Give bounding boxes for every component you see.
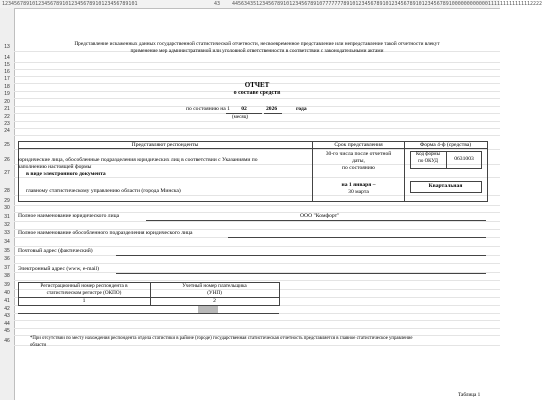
row-number[interactable]: 32 (4, 222, 10, 228)
respondents-line4: главному статистическому управлению области (города Минска) (26, 188, 181, 194)
header-respondents: Представляют респонденты (131, 142, 199, 148)
row-number[interactable]: 17 (4, 76, 10, 82)
ruler-mid: 43 (214, 1, 221, 7)
email-label: Электронный адрес (www, e-mail) (18, 266, 99, 272)
row-number[interactable]: 37 (4, 265, 10, 271)
row-number[interactable]: 39 (4, 282, 10, 288)
row-number[interactable]: 22 (4, 114, 10, 120)
row-number[interactable]: 41 (4, 298, 10, 304)
footnote-line2: области (30, 343, 47, 348)
unp-header-line2: (УНП) (207, 290, 222, 296)
row-grid-line (14, 69, 500, 70)
row-grid-line (14, 121, 500, 122)
footnote-line1: *При отсутствии по месту нахождения респондента отдела статистики в районе (городе) государственная статистическая отчетность представляется в главное статистическое управление (30, 336, 413, 341)
row-number[interactable]: 30 (4, 205, 10, 211)
legal-warning-line2: применение мер административной или уголовной ответственности в соответствии с законодательными актами (130, 48, 384, 54)
full-name-underline (146, 220, 486, 221)
codes-bottom-line (18, 313, 279, 314)
deadline-line3: по состоянию (342, 165, 375, 171)
row-grid-line (14, 345, 500, 346)
month-caption: (месяц) (232, 115, 249, 120)
okud-label-line1: Код формы (416, 152, 440, 157)
branch-name-label: Полное наименование обособленного подразделения юридического лица (18, 230, 193, 236)
okud-value: 0631003 (454, 156, 474, 162)
row-number[interactable]: 31 (4, 214, 10, 220)
row-number[interactable]: 43 (4, 313, 10, 319)
row-grid-line (14, 221, 500, 222)
header-deadline: Срок представления (334, 142, 383, 148)
deadline-line4: на 1 января – (341, 182, 376, 188)
deadline-line2: даты, (352, 158, 365, 164)
row-number[interactable]: 33 (4, 230, 10, 236)
year-word: года (296, 106, 307, 112)
table-divider-2 (404, 141, 405, 201)
row-number[interactable]: 35 (4, 248, 10, 254)
ruler-left: 123456789101234567891012345678910123456789101 (2, 1, 138, 7)
row-grid-line (14, 205, 500, 206)
month-underline (226, 113, 262, 114)
unp-header-line1: Учетный номер плательщика (182, 283, 247, 289)
row-number[interactable]: 24 (4, 128, 10, 134)
row-number[interactable]: 26 (4, 157, 10, 163)
row-number[interactable]: 40 (4, 290, 10, 296)
okpo-header-line1: Регистрационный номер респондента в (40, 283, 128, 289)
email-underline (116, 273, 486, 274)
header-form: Форма 4-ф (средства) (419, 142, 472, 148)
column-ruler (0, 0, 542, 9)
deadline-line1: 30-го числа после отчетной (325, 151, 392, 157)
period-value: Квартальная (428, 183, 463, 189)
row-grid-line (14, 135, 500, 136)
row-number[interactable]: 25 (4, 142, 10, 148)
table-caption: Таблица 1 (458, 392, 481, 398)
row-number[interactable]: 42 (4, 306, 10, 312)
postal-address-underline (116, 255, 486, 256)
row-number[interactable]: 20 (4, 99, 10, 105)
row-grid-line (14, 263, 500, 264)
row-number[interactable]: 44 (4, 321, 10, 327)
row-number[interactable]: 16 (4, 69, 10, 75)
row-number[interactable]: 14 (4, 55, 10, 61)
okud-label-line2: по ОКУД (418, 159, 438, 164)
row-grid-line (14, 62, 500, 63)
row-grid-line (14, 246, 500, 247)
as-of-label: по состоянию на 1 (186, 106, 230, 112)
row-number[interactable]: 23 (4, 121, 10, 127)
row-number[interactable]: 28 (4, 188, 10, 194)
deadline-line5: 30 марта (348, 189, 369, 195)
full-name-value[interactable]: ООО "Комфорт" (300, 213, 340, 219)
row-grid-line (14, 76, 500, 77)
row-grid-line (14, 320, 500, 321)
row-grid-line (14, 328, 500, 329)
row-number[interactable]: 29 (4, 198, 10, 204)
unp-col-number: 2 (213, 298, 216, 304)
row-grid-line (14, 128, 500, 129)
year-underline (264, 113, 282, 114)
report-title: ОТЧЕТ (244, 81, 270, 89)
row-number[interactable]: 34 (4, 239, 10, 245)
respondents-line1: юридические лица, обособленные подразделения юридических лиц в соответствии с Указаниями по (18, 157, 258, 163)
year-value[interactable]: 2026 (266, 106, 278, 112)
row-number[interactable]: 13 (4, 44, 10, 50)
branch-name-underline (228, 237, 486, 238)
report-subtitle: о составе средств (233, 90, 281, 96)
unp-value-redacted (198, 306, 218, 313)
row-number[interactable]: 18 (4, 84, 10, 90)
row-grid-line (14, 98, 500, 99)
postal-address-label: Почтовый адрес (фактический) (18, 248, 93, 254)
respondents-line3: в виде электронного документа (26, 171, 106, 177)
month-value[interactable]: 02 (241, 106, 247, 112)
okpo-col-number: 1 (82, 298, 86, 304)
row-number[interactable]: 45 (4, 328, 10, 334)
row-number[interactable]: 15 (4, 62, 10, 68)
row-number[interactable]: 21 (4, 106, 10, 112)
row-number[interactable]: 46 (4, 338, 10, 344)
row-number[interactable]: 19 (4, 91, 10, 97)
okpo-header-line2: статистическом регистре (ОКПО) (46, 290, 122, 296)
full-name-label: Полное наименование юридического лица (18, 213, 120, 219)
row-grid-line (14, 280, 500, 281)
ruler-right: 4456343512345678910123456789107777777891012345678910123456789101234567891000000000000111111111111112222 (232, 1, 542, 7)
respondents-line2: заполнению настоящей формы (18, 164, 92, 170)
row-number[interactable]: 36 (4, 256, 10, 262)
row-number[interactable]: 27 (4, 170, 10, 176)
row-number[interactable]: 38 (4, 273, 10, 279)
legal-warning-line1: Представление искаженных данных государственной статистической отчетности, несвоевременное представление или непредставление такой отчетности влекут (74, 41, 440, 47)
